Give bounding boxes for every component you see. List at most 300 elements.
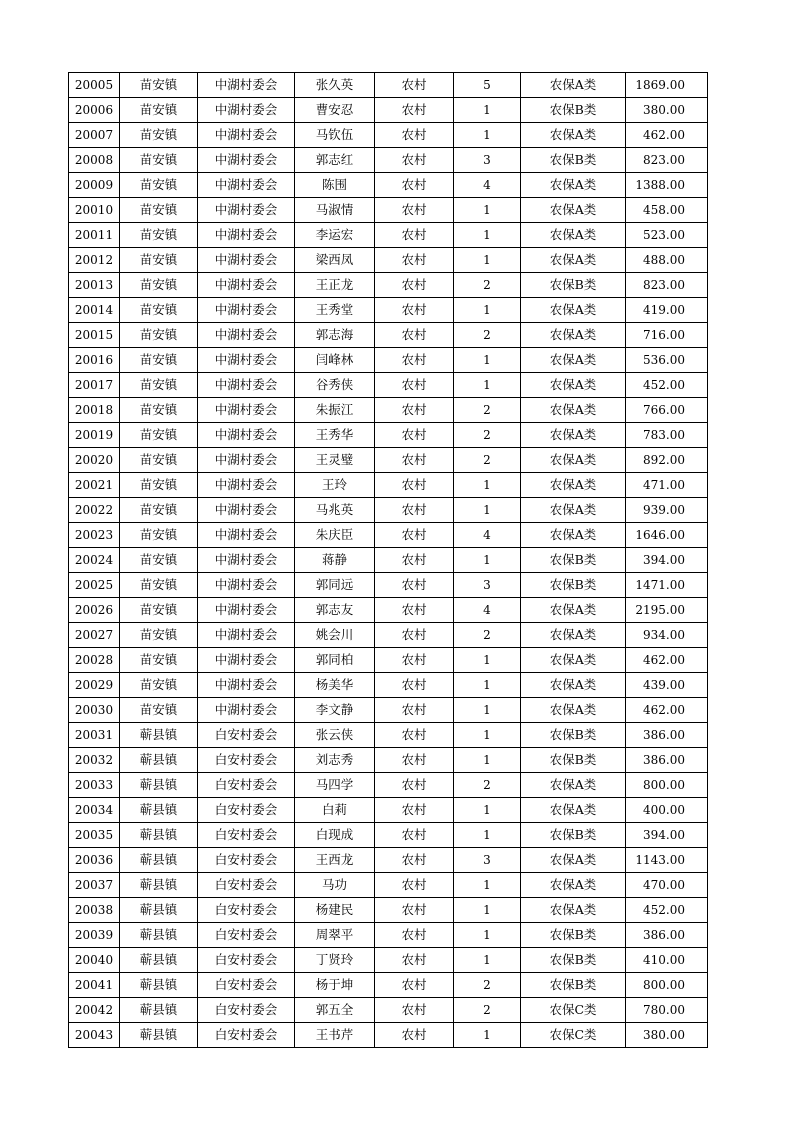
town-cell: 苗安镇 — [120, 398, 198, 423]
table-row — [69, 998, 708, 1023]
village-committee-cell: 中湖村委会 — [198, 198, 295, 223]
person-count-cell: 1 — [454, 548, 521, 573]
person-count-cell: 1 — [454, 698, 521, 723]
town-cell: 苗安镇 — [120, 198, 198, 223]
town-cell: 苗安镇 — [120, 323, 198, 348]
village-committee-cell: 中湖村委会 — [198, 448, 295, 473]
person-count-cell: 1 — [454, 498, 521, 523]
village-committee-cell: 白安村委会 — [198, 748, 295, 773]
town-cell: 蕲县镇 — [120, 898, 198, 923]
person-count-cell: 2 — [454, 973, 521, 998]
amount-cell: 1646.00 — [626, 523, 708, 548]
village-committee-cell: 白安村委会 — [198, 848, 295, 873]
household-type-cell: 农村 — [375, 223, 454, 248]
amount-cell: 823.00 — [626, 148, 708, 173]
insurance-class-cell: 农保A类 — [521, 448, 626, 473]
village-committee-cell: 中湖村委会 — [198, 148, 295, 173]
name-cell: 蒋静 — [295, 548, 375, 573]
person-count-cell: 1 — [454, 823, 521, 848]
town-cell: 苗安镇 — [120, 348, 198, 373]
insurance-class-cell: 农保B类 — [521, 923, 626, 948]
town-cell: 苗安镇 — [120, 548, 198, 573]
table-row — [69, 598, 708, 623]
record-id-cell: 20007 — [69, 123, 120, 148]
record-id-cell: 20041 — [69, 973, 120, 998]
person-count-cell: 3 — [454, 848, 521, 873]
village-committee-cell: 白安村委会 — [198, 923, 295, 948]
amount-cell: 452.00 — [626, 373, 708, 398]
household-type-cell: 农村 — [375, 948, 454, 973]
town-cell: 苗安镇 — [120, 573, 198, 598]
name-cell: 杨建民 — [295, 898, 375, 923]
table-row — [69, 823, 708, 848]
insurance-class-cell: 农保B类 — [521, 723, 626, 748]
household-type-cell: 农村 — [375, 673, 454, 698]
insurance-class-cell: 农保B类 — [521, 273, 626, 298]
amount-cell: 439.00 — [626, 673, 708, 698]
town-cell: 蕲县镇 — [120, 723, 198, 748]
insurance-class-cell: 农保C类 — [521, 1023, 626, 1048]
person-count-cell: 1 — [454, 673, 521, 698]
town-cell: 苗安镇 — [120, 498, 198, 523]
name-cell: 姚会川 — [295, 623, 375, 648]
town-cell: 苗安镇 — [120, 473, 198, 498]
town-cell: 蕲县镇 — [120, 923, 198, 948]
person-count-cell: 4 — [454, 523, 521, 548]
record-id-cell: 20021 — [69, 473, 120, 498]
town-cell: 蕲县镇 — [120, 748, 198, 773]
amount-cell: 783.00 — [626, 423, 708, 448]
table-row — [69, 523, 708, 548]
household-type-cell: 农村 — [375, 198, 454, 223]
amount-cell: 394.00 — [626, 548, 708, 573]
amount-cell: 394.00 — [626, 823, 708, 848]
town-cell: 苗安镇 — [120, 623, 198, 648]
record-id-cell: 20013 — [69, 273, 120, 298]
person-count-cell: 2 — [454, 448, 521, 473]
insurance-class-cell: 农保A类 — [521, 398, 626, 423]
table-row — [69, 148, 708, 173]
table-row — [69, 348, 708, 373]
person-count-cell: 1 — [454, 473, 521, 498]
amount-cell: 2195.00 — [626, 598, 708, 623]
household-type-cell: 农村 — [375, 998, 454, 1023]
amount-cell: 380.00 — [626, 1023, 708, 1048]
amount-cell: 470.00 — [626, 873, 708, 898]
insurance-class-cell: 农保A类 — [521, 523, 626, 548]
village-committee-cell: 白安村委会 — [198, 873, 295, 898]
table-row — [69, 223, 708, 248]
name-cell: 白现成 — [295, 823, 375, 848]
household-type-cell: 农村 — [375, 723, 454, 748]
person-count-cell: 3 — [454, 148, 521, 173]
insurance-class-cell: 农保B类 — [521, 148, 626, 173]
name-cell: 朱庆臣 — [295, 523, 375, 548]
name-cell: 马功 — [295, 873, 375, 898]
table-row — [69, 948, 708, 973]
record-id-cell: 20009 — [69, 173, 120, 198]
insurance-class-cell: 农保A类 — [521, 173, 626, 198]
town-cell: 苗安镇 — [120, 248, 198, 273]
village-committee-cell: 中湖村委会 — [198, 673, 295, 698]
village-committee-cell: 中湖村委会 — [198, 348, 295, 373]
record-id-cell: 20040 — [69, 948, 120, 973]
insurance-class-cell: 农保A类 — [521, 773, 626, 798]
table-row — [69, 623, 708, 648]
insurance-class-cell: 农保A类 — [521, 873, 626, 898]
town-cell: 蕲县镇 — [120, 848, 198, 873]
name-cell: 周翠平 — [295, 923, 375, 948]
town-cell: 苗安镇 — [120, 448, 198, 473]
household-type-cell: 农村 — [375, 773, 454, 798]
household-type-cell: 农村 — [375, 898, 454, 923]
record-id-cell: 20017 — [69, 373, 120, 398]
table-row — [69, 423, 708, 448]
insurance-class-cell: 农保A类 — [521, 698, 626, 723]
village-committee-cell: 中湖村委会 — [198, 523, 295, 548]
village-committee-cell: 中湖村委会 — [198, 223, 295, 248]
amount-cell: 1143.00 — [626, 848, 708, 873]
record-id-cell: 20023 — [69, 523, 120, 548]
town-cell: 蕲县镇 — [120, 1023, 198, 1048]
person-count-cell: 1 — [454, 1023, 521, 1048]
village-committee-cell: 白安村委会 — [198, 1023, 295, 1048]
amount-cell: 766.00 — [626, 398, 708, 423]
person-count-cell: 1 — [454, 948, 521, 973]
household-type-cell: 农村 — [375, 798, 454, 823]
insurance-class-cell: 农保A类 — [521, 323, 626, 348]
insurance-class-cell: 农保B类 — [521, 748, 626, 773]
name-cell: 朱振江 — [295, 398, 375, 423]
record-id-cell: 20031 — [69, 723, 120, 748]
household-type-cell: 农村 — [375, 98, 454, 123]
table-row — [69, 98, 708, 123]
name-cell: 闫峰林 — [295, 348, 375, 373]
record-id-cell: 20020 — [69, 448, 120, 473]
record-id-cell: 20025 — [69, 573, 120, 598]
town-cell: 苗安镇 — [120, 173, 198, 198]
record-id-cell: 20005 — [69, 73, 120, 98]
table-row — [69, 973, 708, 998]
person-count-cell: 1 — [454, 723, 521, 748]
table-row — [69, 748, 708, 773]
name-cell: 郭五全 — [295, 998, 375, 1023]
person-count-cell: 1 — [454, 223, 521, 248]
town-cell: 苗安镇 — [120, 73, 198, 98]
name-cell: 马四学 — [295, 773, 375, 798]
amount-cell: 400.00 — [626, 798, 708, 823]
table-row — [69, 873, 708, 898]
person-count-cell: 2 — [454, 323, 521, 348]
amount-cell: 892.00 — [626, 448, 708, 473]
person-count-cell: 3 — [454, 573, 521, 598]
town-cell: 苗安镇 — [120, 298, 198, 323]
insurance-class-cell: 农保A类 — [521, 248, 626, 273]
insurance-class-cell: 农保A类 — [521, 198, 626, 223]
table-row — [69, 323, 708, 348]
village-committee-cell: 白安村委会 — [198, 998, 295, 1023]
amount-cell: 488.00 — [626, 248, 708, 273]
town-cell: 苗安镇 — [120, 598, 198, 623]
table-row — [69, 173, 708, 198]
village-committee-cell: 白安村委会 — [198, 723, 295, 748]
insurance-class-cell: 农保A类 — [521, 598, 626, 623]
household-type-cell: 农村 — [375, 748, 454, 773]
amount-cell: 386.00 — [626, 723, 708, 748]
household-type-cell: 农村 — [375, 623, 454, 648]
table-row — [69, 898, 708, 923]
town-cell: 苗安镇 — [120, 148, 198, 173]
record-id-cell: 20006 — [69, 98, 120, 123]
household-type-cell: 农村 — [375, 248, 454, 273]
village-committee-cell: 中湖村委会 — [198, 98, 295, 123]
name-cell: 梁西凤 — [295, 248, 375, 273]
name-cell: 郭志友 — [295, 598, 375, 623]
name-cell: 杨于坤 — [295, 973, 375, 998]
household-type-cell: 农村 — [375, 923, 454, 948]
table-row — [69, 848, 708, 873]
name-cell: 郭同远 — [295, 573, 375, 598]
amount-cell: 452.00 — [626, 898, 708, 923]
village-committee-cell: 中湖村委会 — [198, 373, 295, 398]
name-cell: 王玲 — [295, 473, 375, 498]
table-row — [69, 1023, 708, 1048]
record-id-cell: 20015 — [69, 323, 120, 348]
person-count-cell: 2 — [454, 423, 521, 448]
insurance-class-cell: 农保A类 — [521, 298, 626, 323]
town-cell: 蕲县镇 — [120, 948, 198, 973]
name-cell: 王书芹 — [295, 1023, 375, 1048]
household-type-cell: 农村 — [375, 548, 454, 573]
insurance-class-cell: 农保A类 — [521, 623, 626, 648]
record-id-cell: 20034 — [69, 798, 120, 823]
town-cell: 蕲县镇 — [120, 823, 198, 848]
amount-cell: 1869.00 — [626, 73, 708, 98]
insurance-class-cell: 农保B类 — [521, 98, 626, 123]
table-row — [69, 773, 708, 798]
household-type-cell: 农村 — [375, 273, 454, 298]
table-row — [69, 373, 708, 398]
town-cell: 蕲县镇 — [120, 873, 198, 898]
insurance-class-cell: 农保B类 — [521, 973, 626, 998]
name-cell: 王正龙 — [295, 273, 375, 298]
name-cell: 李运宏 — [295, 223, 375, 248]
insurance-class-cell: 农保A类 — [521, 798, 626, 823]
household-type-cell: 农村 — [375, 523, 454, 548]
person-count-cell: 1 — [454, 898, 521, 923]
insurance-class-cell: 农保A类 — [521, 673, 626, 698]
amount-cell: 780.00 — [626, 998, 708, 1023]
record-id-cell: 20037 — [69, 873, 120, 898]
village-committee-cell: 白安村委会 — [198, 773, 295, 798]
amount-cell: 419.00 — [626, 298, 708, 323]
record-id-cell: 20011 — [69, 223, 120, 248]
village-committee-cell: 中湖村委会 — [198, 173, 295, 198]
household-type-cell: 农村 — [375, 648, 454, 673]
insurance-class-cell: 农保A类 — [521, 473, 626, 498]
record-id-cell: 20024 — [69, 548, 120, 573]
person-count-cell: 1 — [454, 923, 521, 948]
person-count-cell: 1 — [454, 248, 521, 273]
household-type-cell: 农村 — [375, 473, 454, 498]
village-committee-cell: 中湖村委会 — [198, 598, 295, 623]
amount-cell: 1388.00 — [626, 173, 708, 198]
record-id-cell: 20014 — [69, 298, 120, 323]
town-cell: 蕲县镇 — [120, 998, 198, 1023]
household-type-cell: 农村 — [375, 598, 454, 623]
person-count-cell: 1 — [454, 198, 521, 223]
village-committee-cell: 白安村委会 — [198, 948, 295, 973]
village-committee-cell: 中湖村委会 — [198, 573, 295, 598]
household-type-cell: 农村 — [375, 323, 454, 348]
town-cell: 苗安镇 — [120, 223, 198, 248]
record-id-cell: 20027 — [69, 623, 120, 648]
person-count-cell: 2 — [454, 773, 521, 798]
name-cell: 刘志秀 — [295, 748, 375, 773]
amount-cell: 536.00 — [626, 348, 708, 373]
name-cell: 马钦伍 — [295, 123, 375, 148]
household-type-cell: 农村 — [375, 973, 454, 998]
person-count-cell: 1 — [454, 373, 521, 398]
record-id-cell: 20038 — [69, 898, 120, 923]
record-id-cell: 20035 — [69, 823, 120, 848]
record-id-cell: 20036 — [69, 848, 120, 873]
amount-cell: 939.00 — [626, 498, 708, 523]
insurance-class-cell: 农保B类 — [521, 948, 626, 973]
table-row — [69, 923, 708, 948]
record-id-cell: 20016 — [69, 348, 120, 373]
record-id-cell: 20042 — [69, 998, 120, 1023]
town-cell: 蕲县镇 — [120, 798, 198, 823]
amount-cell: 800.00 — [626, 773, 708, 798]
household-type-cell: 农村 — [375, 848, 454, 873]
town-cell: 苗安镇 — [120, 373, 198, 398]
village-committee-cell: 中湖村委会 — [198, 323, 295, 348]
table-row — [69, 273, 708, 298]
record-id-cell: 20033 — [69, 773, 120, 798]
village-committee-cell: 中湖村委会 — [198, 548, 295, 573]
amount-cell: 934.00 — [626, 623, 708, 648]
table-row — [69, 498, 708, 523]
person-count-cell: 2 — [454, 998, 521, 1023]
town-cell: 苗安镇 — [120, 648, 198, 673]
insurance-class-cell: 农保A类 — [521, 123, 626, 148]
name-cell: 张久英 — [295, 73, 375, 98]
amount-cell: 462.00 — [626, 648, 708, 673]
town-cell: 苗安镇 — [120, 523, 198, 548]
household-type-cell: 农村 — [375, 373, 454, 398]
name-cell: 王灵璧 — [295, 448, 375, 473]
table-row — [69, 548, 708, 573]
name-cell: 王秀华 — [295, 423, 375, 448]
amount-cell: 458.00 — [626, 198, 708, 223]
name-cell: 郭同柏 — [295, 648, 375, 673]
village-committee-cell: 白安村委会 — [198, 798, 295, 823]
village-committee-cell: 中湖村委会 — [198, 123, 295, 148]
table-row — [69, 648, 708, 673]
town-cell: 苗安镇 — [120, 98, 198, 123]
table-row — [69, 248, 708, 273]
record-id-cell: 20012 — [69, 248, 120, 273]
village-committee-cell: 中湖村委会 — [198, 498, 295, 523]
person-count-cell: 4 — [454, 598, 521, 623]
name-cell: 马兆英 — [295, 498, 375, 523]
amount-cell: 523.00 — [626, 223, 708, 248]
household-type-cell: 农村 — [375, 823, 454, 848]
record-id-cell: 20026 — [69, 598, 120, 623]
name-cell: 王西龙 — [295, 848, 375, 873]
record-id-cell: 20032 — [69, 748, 120, 773]
benefit-table — [68, 72, 708, 1048]
person-count-cell: 1 — [454, 123, 521, 148]
person-count-cell: 2 — [454, 273, 521, 298]
village-committee-cell: 白安村委会 — [198, 973, 295, 998]
village-committee-cell: 中湖村委会 — [198, 698, 295, 723]
amount-cell: 800.00 — [626, 973, 708, 998]
table-row — [69, 723, 708, 748]
insurance-class-cell: 农保B类 — [521, 573, 626, 598]
record-id-cell: 20010 — [69, 198, 120, 223]
table-row — [69, 573, 708, 598]
household-type-cell: 农村 — [375, 873, 454, 898]
amount-cell: 716.00 — [626, 323, 708, 348]
household-type-cell: 农村 — [375, 398, 454, 423]
town-cell: 苗安镇 — [120, 123, 198, 148]
name-cell: 张云侠 — [295, 723, 375, 748]
table-row — [69, 473, 708, 498]
insurance-class-cell: 农保C类 — [521, 998, 626, 1023]
town-cell: 苗安镇 — [120, 273, 198, 298]
table-row — [69, 298, 708, 323]
person-count-cell: 1 — [454, 98, 521, 123]
table-row — [69, 73, 708, 98]
name-cell: 郭志红 — [295, 148, 375, 173]
person-count-cell: 2 — [454, 623, 521, 648]
village-committee-cell: 中湖村委会 — [198, 273, 295, 298]
insurance-class-cell: 农保A类 — [521, 498, 626, 523]
household-type-cell: 农村 — [375, 73, 454, 98]
household-type-cell: 农村 — [375, 348, 454, 373]
insurance-class-cell: 农保A类 — [521, 898, 626, 923]
person-count-cell: 1 — [454, 798, 521, 823]
record-id-cell: 20018 — [69, 398, 120, 423]
amount-cell: 380.00 — [626, 98, 708, 123]
amount-cell: 462.00 — [626, 698, 708, 723]
household-type-cell: 农村 — [375, 698, 454, 723]
record-id-cell: 20008 — [69, 148, 120, 173]
insurance-class-cell: 农保B类 — [521, 548, 626, 573]
record-id-cell: 20019 — [69, 423, 120, 448]
insurance-class-cell: 农保A类 — [521, 423, 626, 448]
record-id-cell: 20043 — [69, 1023, 120, 1048]
person-count-cell: 1 — [454, 298, 521, 323]
name-cell: 陈围 — [295, 173, 375, 198]
table-row — [69, 673, 708, 698]
household-type-cell: 农村 — [375, 1023, 454, 1048]
name-cell: 杨美华 — [295, 673, 375, 698]
village-committee-cell: 中湖村委会 — [198, 473, 295, 498]
household-type-cell: 农村 — [375, 573, 454, 598]
insurance-class-cell: 农保A类 — [521, 73, 626, 98]
town-cell: 蕲县镇 — [120, 773, 198, 798]
table-row — [69, 123, 708, 148]
record-id-cell: 20028 — [69, 648, 120, 673]
insurance-class-cell: 农保A类 — [521, 373, 626, 398]
town-cell: 蕲县镇 — [120, 973, 198, 998]
table-row — [69, 798, 708, 823]
amount-cell: 386.00 — [626, 923, 708, 948]
name-cell: 王秀堂 — [295, 298, 375, 323]
